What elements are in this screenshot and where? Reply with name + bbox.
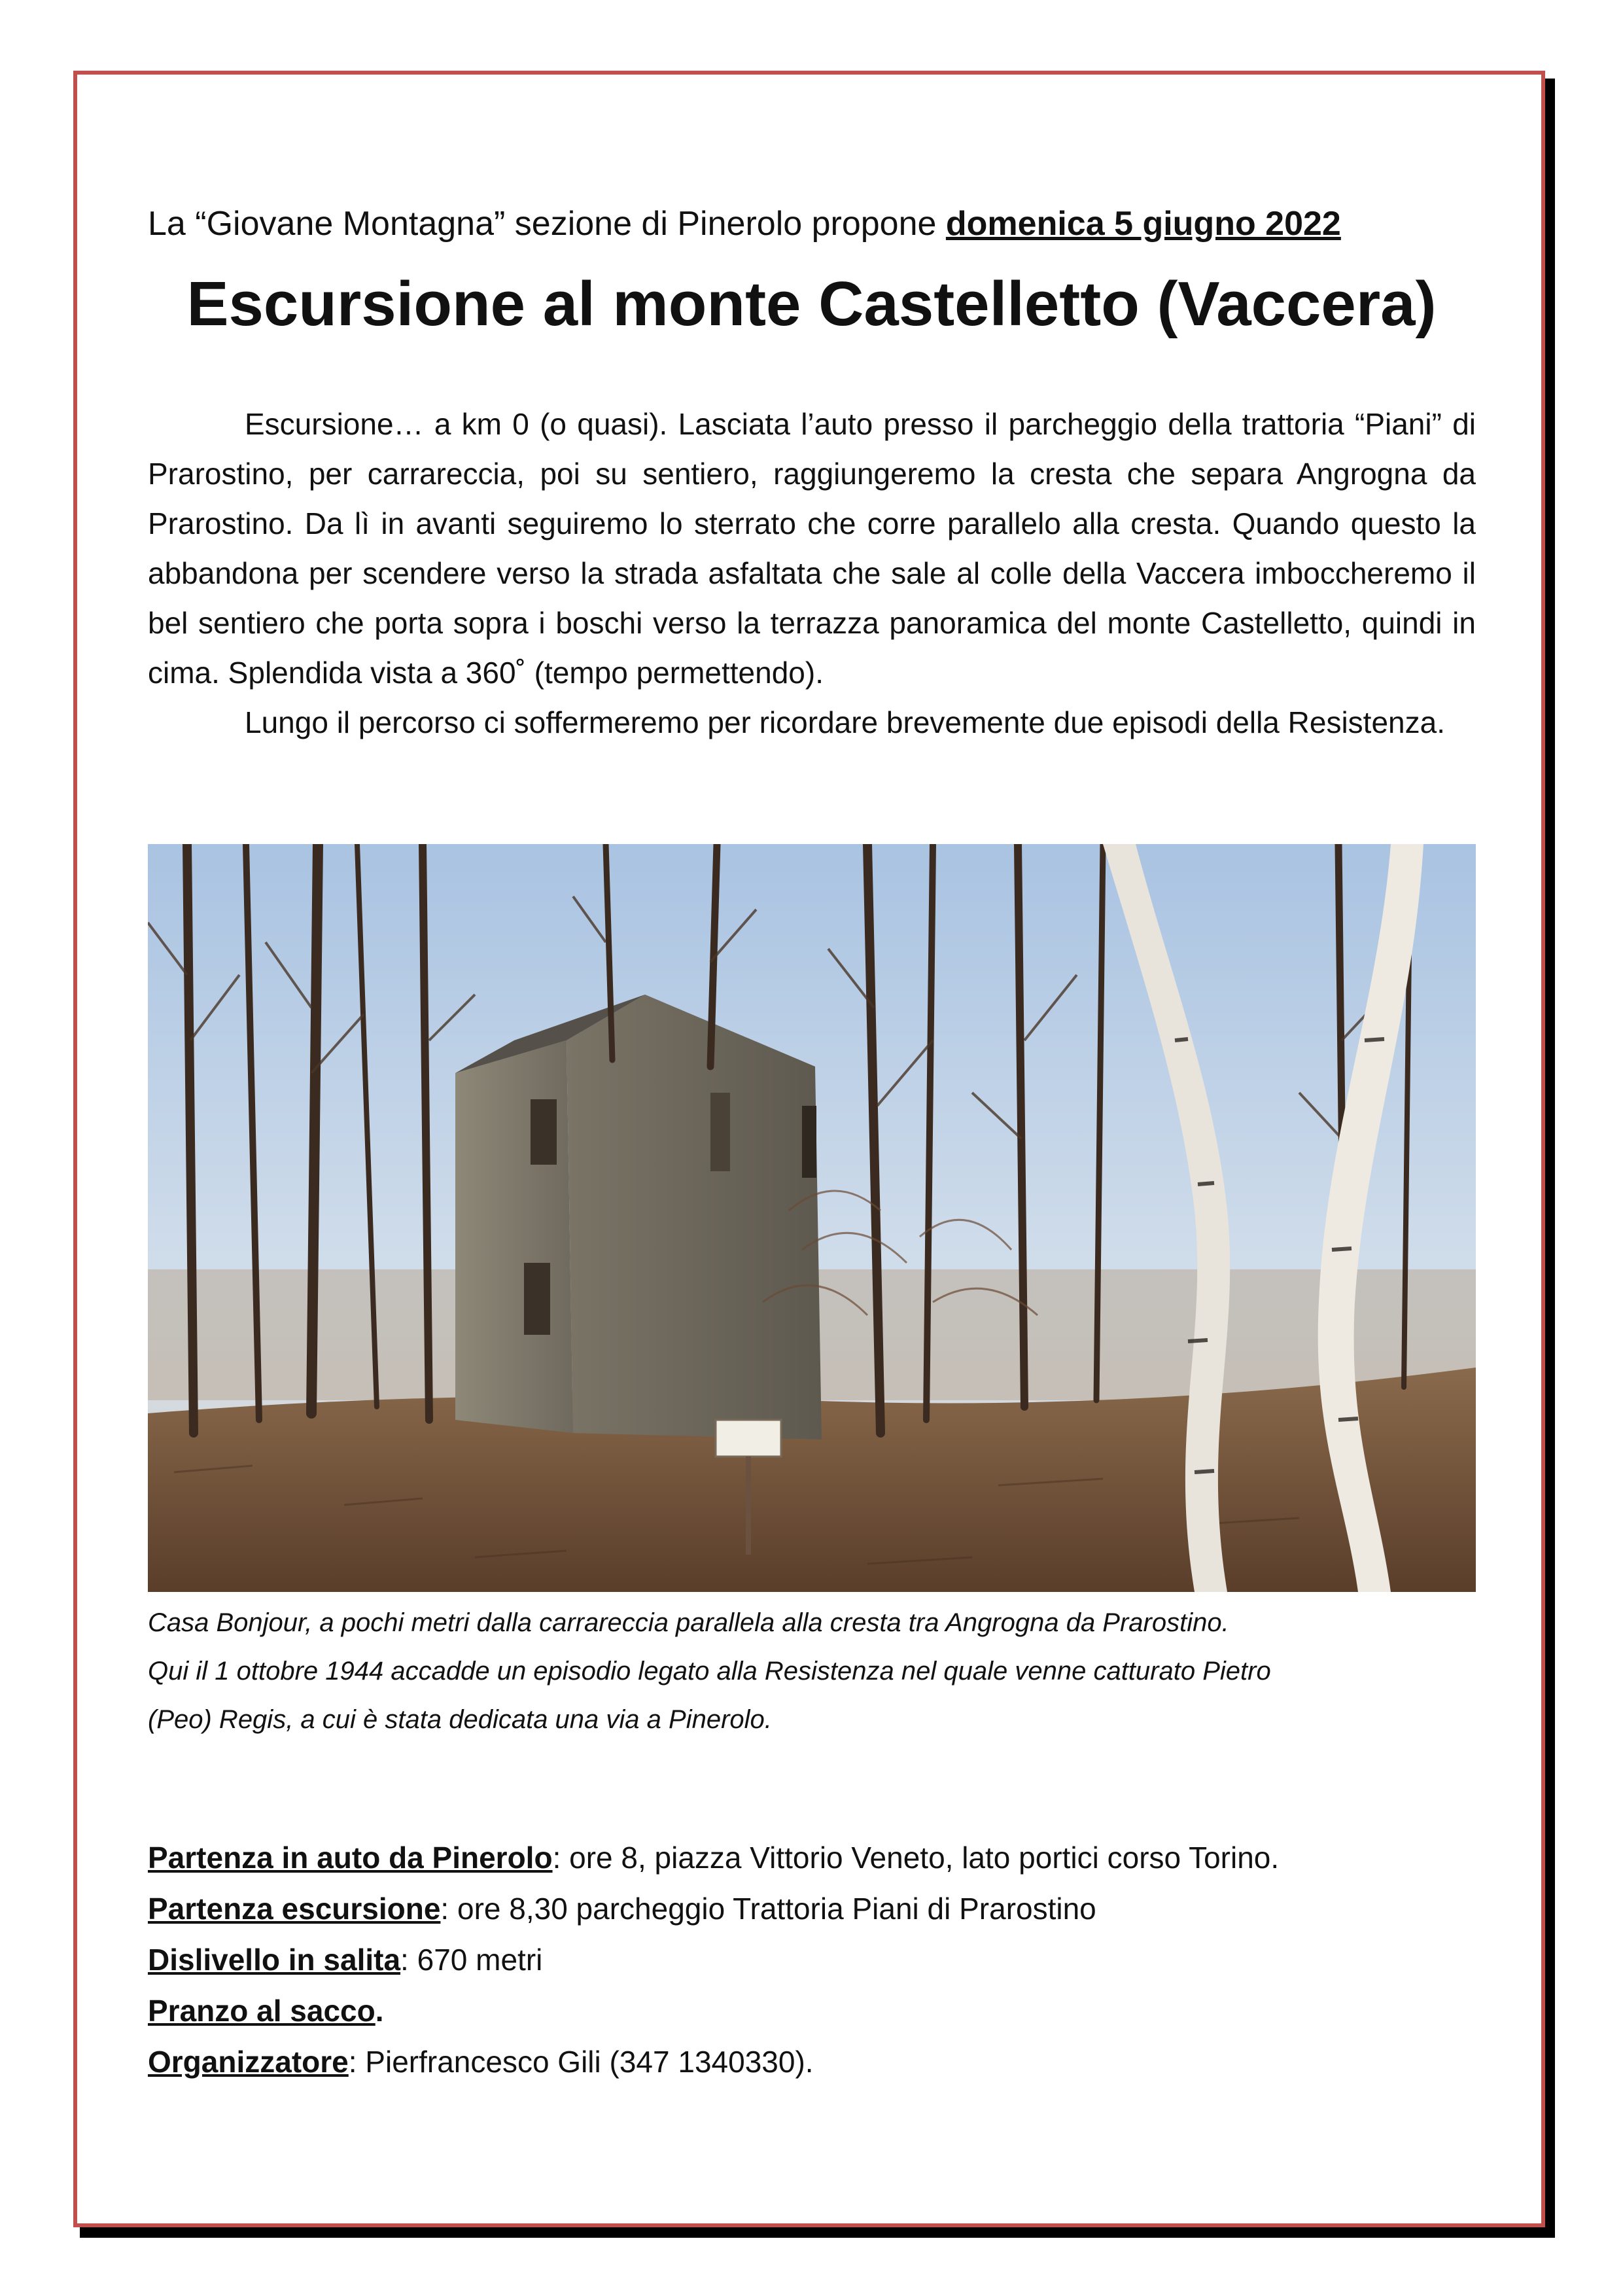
page-title: Escursione al monte Castelletto (Vaccera): [186, 269, 1437, 339]
detail-value: : 670 metri: [400, 1943, 543, 1977]
detail-value: : ore 8, piazza Vittorio Veneto, lato portici corso Torino.: [552, 1841, 1280, 1875]
caption-line: Qui il 1 ottobre 1944 accadde un episodio legato alla Resistenza nel quale venne catturato Pietro: [148, 1657, 1271, 1686]
photo-caption: [148, 1598, 1482, 1744]
detail-label: Pranzo al sacco: [148, 1994, 375, 2028]
event-date: domenica 5 giugno 2022: [945, 205, 1341, 243]
detail-value: .: [375, 1994, 384, 2028]
detail-label: Organizzatore: [148, 2045, 349, 2079]
detail-row-departure-car: [148, 1832, 1482, 1883]
detail-row-organizer: [148, 2036, 1482, 2087]
description-paragraph: Lungo il percorso ci soffermeremo per ricordare brevemente due episodi della Resistenza.: [245, 705, 1445, 739]
detail-row-elevation: [148, 1934, 1482, 1985]
description-paragraph: Escursione… a km 0 (o quasi). Lasciata l’auto presso il parcheggio della trattoria “Piani” di Prarostino, per carrareccia, poi su sentiero, raggiungeremo la cresta che separa Angrogna da Prarostino. Da lì in avanti seguiremo lo sterrato che corre parallelo alla cresta. Quando questo la abbandona per scendere verso la strada asfaltata che sale al colle della Vaccera imboccheremo il bel sentiero che porta sopra i boschi verso la terrazza panoramica del monte Castelletto, quindi in cima. Splendida vista a 360˚ (tempo permettendo).: [148, 407, 1476, 690]
detail-label: Partenza escursione: [148, 1892, 441, 1926]
detail-value: : Pierfrancesco Gili (347 1340330).: [348, 2045, 814, 2079]
ruined-house-photo: [148, 844, 1476, 1592]
event-details: [148, 1832, 1482, 2087]
description: [148, 399, 1476, 747]
detail-value: : ore 8,30 parcheggio Trattoria Piani di Prarostino: [440, 1892, 1096, 1926]
intro-line: [148, 198, 1482, 250]
intro-prefix: La “Giovane Montagna” sezione di Pinerolo propone: [148, 205, 946, 243]
detail-label: Dislivello in salita: [148, 1943, 401, 1977]
detail-row-lunch: [148, 1985, 1482, 2036]
caption-line: (Peo) Regis, a cui è stata dedicata una via a Pinerolo.: [148, 1705, 772, 1734]
detail-label: Partenza in auto da Pinerolo: [148, 1841, 553, 1875]
caption-line: Casa Bonjour, a pochi metri dalla carrareccia parallela alla cresta tra Angrogna da Prarostino.: [148, 1608, 1229, 1637]
detail-row-departure-hike: [148, 1883, 1482, 1934]
